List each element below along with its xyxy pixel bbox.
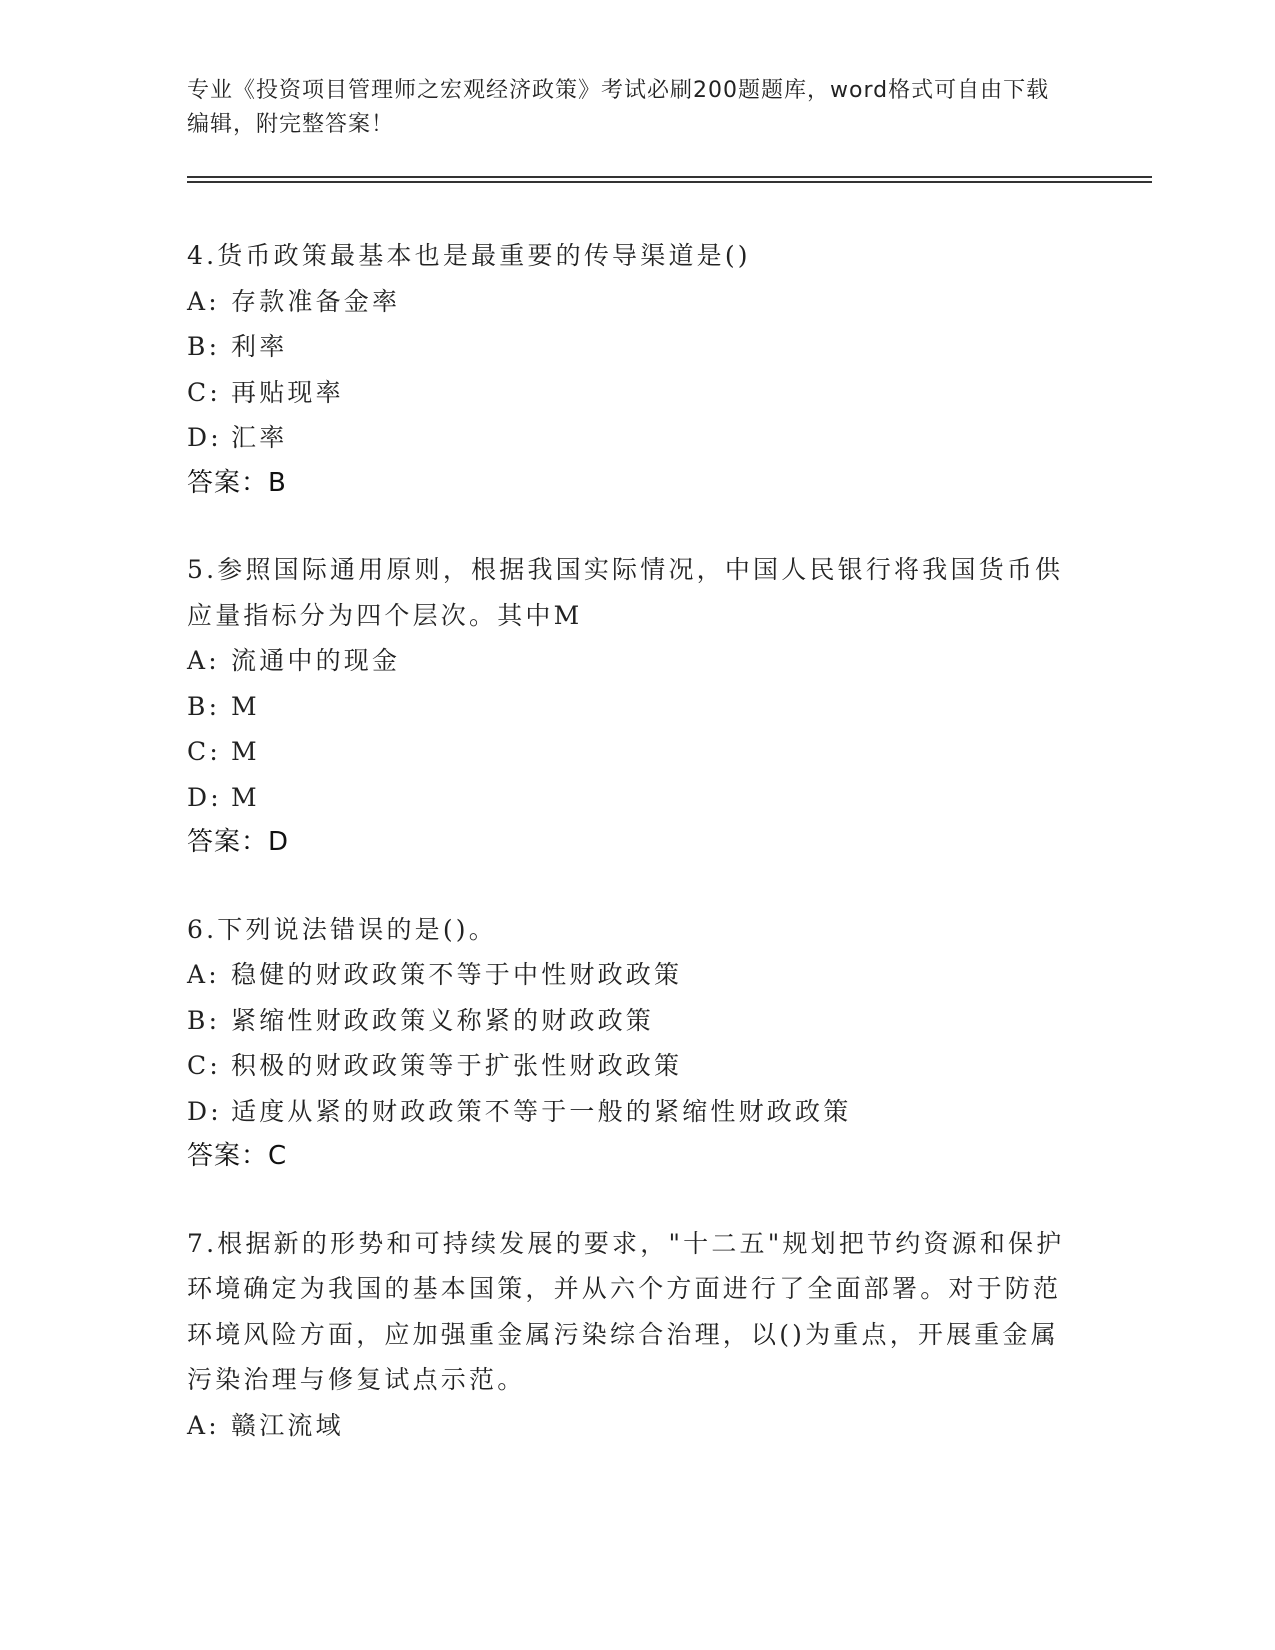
- header-divider-bottom: [187, 181, 1152, 183]
- option-c: [187, 370, 1067, 416]
- option-text: 存款准备金率: [231, 286, 401, 316]
- option-d: [187, 415, 1067, 461]
- option-letter: C:: [187, 737, 221, 766]
- option-letter: A:: [187, 646, 220, 675]
- option-letter: B:: [187, 691, 221, 721]
- option-b: [187, 324, 1067, 370]
- option-a: [187, 1403, 1067, 1449]
- question-item: [187, 233, 1067, 506]
- option-letter: B:: [187, 1005, 221, 1035]
- option-text: 汇率: [231, 423, 288, 452]
- option-letter: C:: [187, 377, 221, 407]
- question-item: [187, 907, 1067, 1180]
- option-letter: A:: [187, 960, 220, 989]
- option-letter: A:: [187, 1410, 220, 1440]
- option-text: 赣江流域: [231, 1410, 344, 1440]
- option-letter: D:: [187, 782, 222, 812]
- option-c: [187, 1043, 1067, 1089]
- answer-line: 答案：B: [187, 467, 287, 498]
- option-text: M: [231, 691, 260, 721]
- option-text: 紧缩性财政政策义称紧的财政政策: [231, 1005, 655, 1035]
- question-item: [187, 547, 1067, 866]
- option-text: 稳健的财政政策不等于中性财政政策: [231, 960, 683, 989]
- option-letter: A:: [187, 286, 220, 316]
- option-text: 适度从紧的财政政策不等于一般的紧缩性财政政策: [231, 1096, 852, 1126]
- option-letter: C:: [187, 1051, 221, 1080]
- option-text: 流通中的现金: [231, 646, 401, 675]
- header-divider-top: [187, 176, 1152, 178]
- option-c: [187, 729, 1067, 775]
- option-letter: B:: [187, 332, 221, 361]
- option-d: [187, 1089, 1067, 1135]
- option-a: [187, 279, 1067, 325]
- option-text: M: [231, 737, 260, 766]
- option-letter: D:: [187, 1096, 222, 1126]
- question-stem: 4.货币政策最基本也是最重要的传导渠道是(): [187, 241, 751, 270]
- option-a: [187, 638, 1067, 684]
- question-stem: 6.下列说法错误的是()。: [187, 914, 497, 944]
- option-d: [187, 775, 1067, 821]
- question-stem: 7.根据新的形势和可持续发展的要求，"十二五"规划把节约资源和保护环境确定为我国的基本国策，并从六个方面进行了全面部署。对于防范环境风险方面，应加强重金属污染综合治理，以()为重点，开展重金属污染治理与修复试点示范。: [187, 1228, 1065, 1394]
- option-text: M: [231, 782, 260, 812]
- option-text: 再贴现率: [231, 377, 344, 407]
- answer-line: 答案：C: [187, 1141, 288, 1171]
- option-b: [187, 998, 1067, 1044]
- option-letter: D:: [187, 423, 222, 452]
- option-a: [187, 952, 1067, 998]
- document-header: 专业《投资项目管理师之宏观经济政策》考试必刷200题题库，word格式可自由下载编辑，附完整答案！: [187, 78, 1050, 137]
- question-list: [187, 233, 1067, 1489]
- option-b: [187, 684, 1067, 730]
- question-item: [187, 1221, 1067, 1449]
- option-text: 积极的财政政策等于扩张性财政政策: [231, 1051, 683, 1080]
- option-text: 利率: [231, 332, 288, 361]
- question-stem: 5.参照国际通用原则，根据我国实际情况，中国人民银行将我国货币供应量指标分为四个层次。其中M: [187, 555, 1064, 630]
- answer-line: 答案：D: [187, 827, 290, 857]
